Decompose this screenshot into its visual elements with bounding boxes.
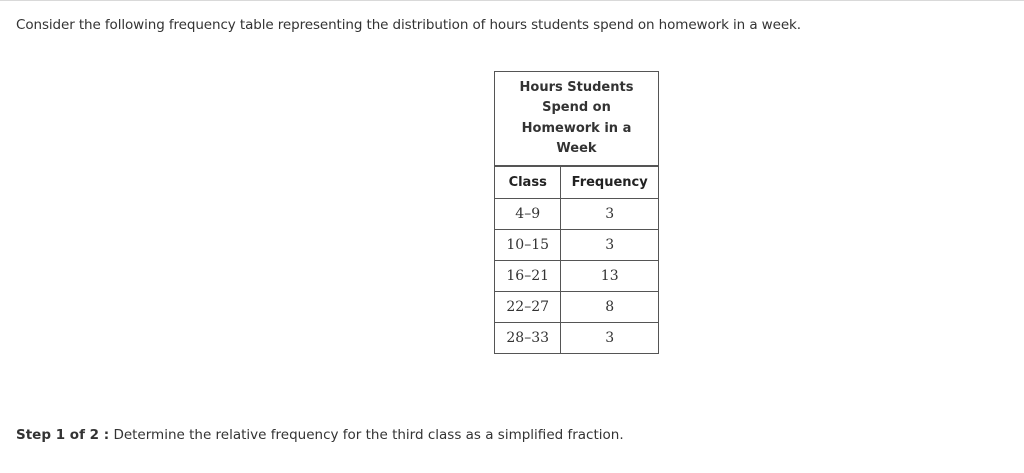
class-cell: 28–33 (495, 323, 561, 354)
question-prompt: Consider the following frequency table representing the distribution of hours students spend on homework in a week. (16, 17, 801, 33)
table-row (495, 292, 659, 323)
frequency-cell: 3 (561, 199, 659, 230)
step-text: Determine the relative frequency for the third class as a simplified fraction. (113, 427, 624, 443)
frequency-cell: 8 (561, 292, 659, 323)
frequency-cell: 13 (561, 261, 659, 292)
table-caption-row (495, 72, 659, 167)
top-divider (0, 0, 1024, 1)
class-cell: 16–21 (495, 261, 561, 292)
frequency-cell: 3 (561, 323, 659, 354)
table-header-row (495, 166, 659, 199)
caption-line: Spend on (542, 100, 611, 115)
header-class: Class (495, 166, 561, 199)
table-row (495, 323, 659, 354)
class-cell: 22–27 (495, 292, 561, 323)
table-row (495, 230, 659, 261)
caption-line: Homework in a (521, 120, 632, 136)
class-cell: 4–9 (495, 199, 561, 230)
caption-line: Week (556, 141, 597, 156)
header-frequency: Frequency (561, 166, 659, 199)
table-row (495, 261, 659, 292)
caption-line: Hours Students (519, 79, 634, 95)
table-row (495, 199, 659, 230)
table-caption (495, 72, 659, 167)
frequency-table (494, 71, 659, 354)
frequency-cell: 3 (561, 230, 659, 261)
step-label: Step 1 of 2 : (16, 427, 110, 443)
class-cell: 10–15 (495, 230, 561, 261)
step-instruction (16, 427, 624, 443)
